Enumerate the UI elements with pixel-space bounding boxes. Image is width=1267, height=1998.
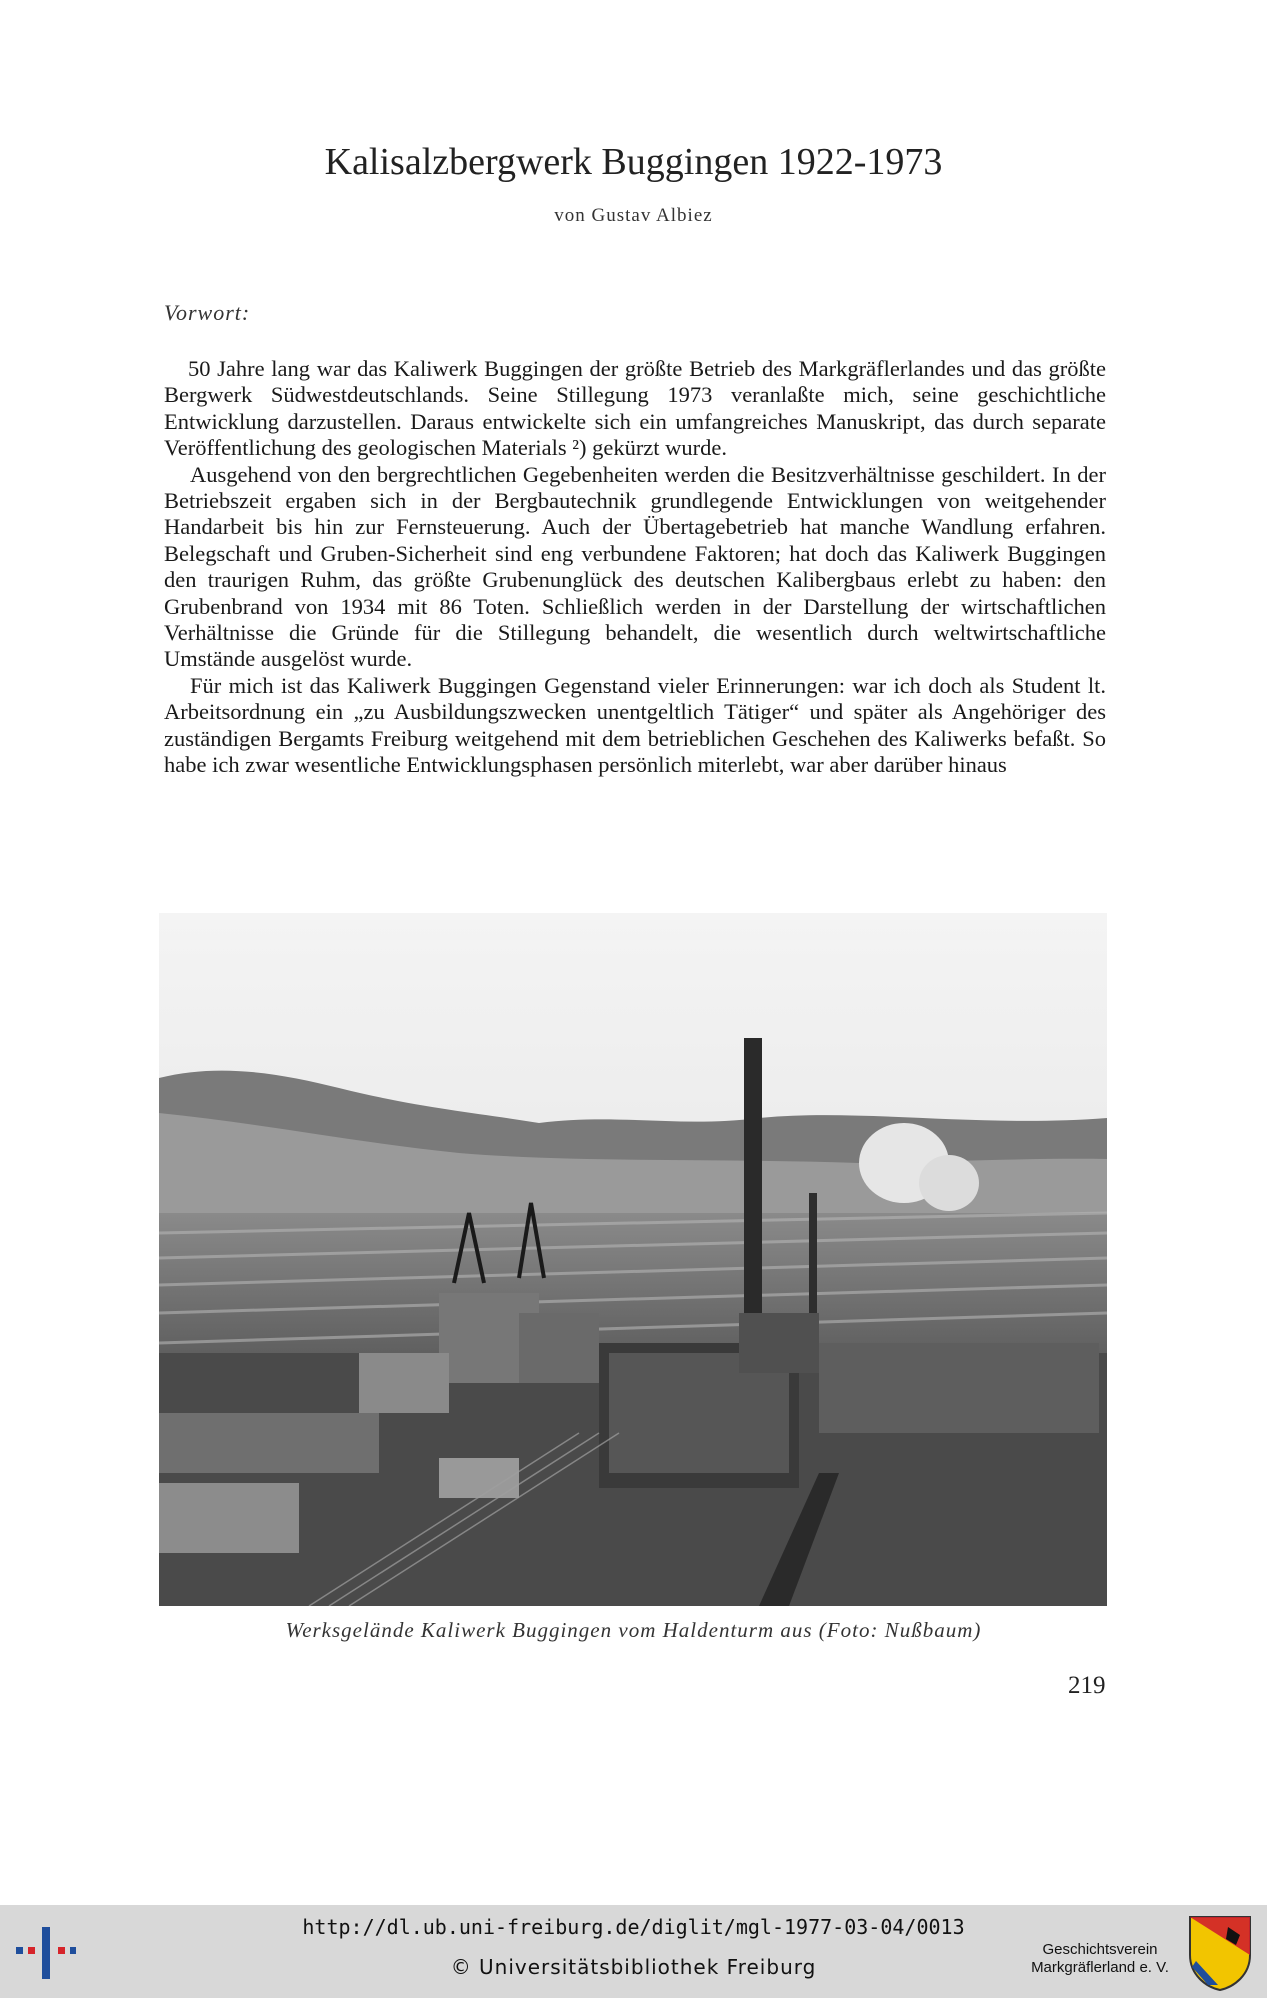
document-url-link[interactable]: http://dl.ub.uni-freiburg.de/diglit/mgl-1977-03-04/0013 <box>302 1915 965 1939</box>
coat-of-arms-icon <box>1188 1915 1252 1991</box>
society-name <box>1020 1941 1180 1977</box>
page-number: 219 <box>1068 1672 1106 1699</box>
paragraph: Für mich ist das Kaliwerk Buggingen Gegenstand vieler Erinnerungen: war ich doch als Student lt. Arbeitsordnung ein „zu Ausbildungszwecken unentgeltlich Tätiger“ und später als Angehöriger des zuständigen Bergamts Freiburg weitgehend mit dem betrieblichen Geschehen des Kaliwerks befaßt. So habe ich zwar wesentliche Entwicklungsphasen persönlich miterlebt, war aber darüber hinaus <box>164 672 1106 778</box>
paragraph: Ausgehend von den bergrechtlichen Gegebenheiten werden die Besitzverhältnisse geschildert. In der Betriebszeit ergaben sich in der Bergbautechnik grundlegende Entwicklungen von weitgehender Handarbeit bis hin zur Fernsteuerung. Auch der Übertagebetrieb hat manche Wandlung erfahren. Belegschaft und Gruben-Sicherheit sind eng verbundene Faktoren; hat doch das Kaliwerk Buggingen den traurigen Ruhm, das größte Grubenunglück des deutschen Kalibergbaus erlebt zu haben: den Grubenbrand von 1934 mit 86 Toten. Schließlich werden in der Darstellung der wirtschaftlichen Verhältnisse die Gründe für die Stillegung behandelt, die wesentlich durch weltwirtschaftliche Umstände ausgelöst wurde. <box>164 461 1106 672</box>
mine-site-photo <box>159 913 1107 1606</box>
copyright-notice: © Universitätsbibliothek Freiburg <box>450 1955 817 1979</box>
article-body <box>164 356 1106 779</box>
paragraph: 50 Jahre lang war das Kaliwerk Buggingen der größte Betrieb des Markgräflerlandes und das größte Bergwerk Südwestdeutschlands. Seine Stillegung 1973 veranlaßte mich, seine geschichtliche Entwicklung darzustellen. Daraus entwickelte sich ein umfangreiches Manuskript, das durch separate Veröffentlichung des geologischen Materials ²) gekürzt wurde. <box>164 356 1106 461</box>
viewer-footer <box>0 1905 1267 1998</box>
article-byline: von Gustav Albiez <box>554 205 713 226</box>
society-line-2: Markgräflerland e. V. <box>1031 1959 1169 1976</box>
society-line-1: Geschichtsverein <box>1042 1941 1158 1958</box>
section-heading: Vorwort: <box>164 300 251 325</box>
article-title: Kalisalzbergwerk Buggingen 1922-1973 <box>324 141 943 183</box>
photo-caption: Werksgelände Kaliwerk Buggingen vom Haldenturm aus (Foto: Nußbaum) <box>285 1618 982 1642</box>
